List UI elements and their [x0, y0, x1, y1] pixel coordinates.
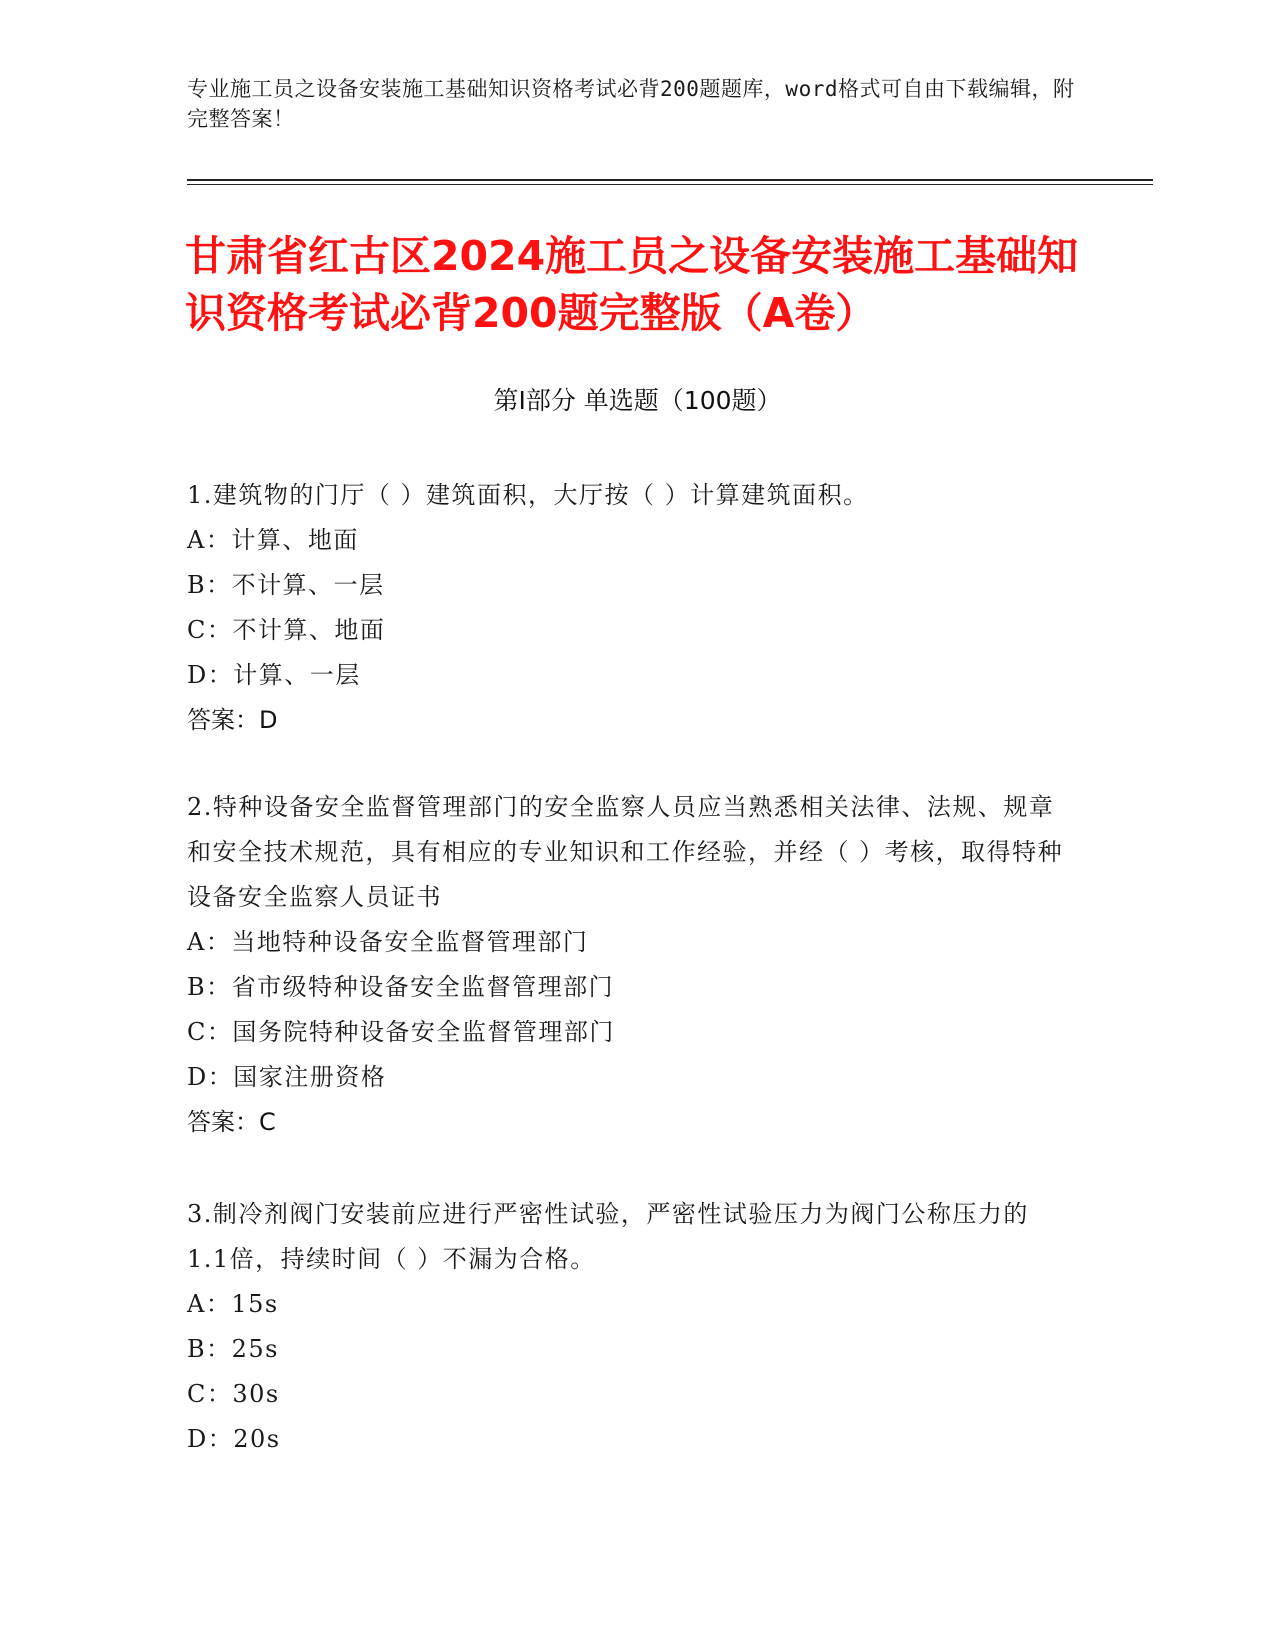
header-divider-thick	[187, 179, 1153, 181]
answer: 答案：D	[187, 706, 278, 734]
question-spacer	[187, 743, 1067, 785]
option-c: C：不计算、地面	[187, 616, 386, 644]
option-c: C：国务院特种设备安全监督管理部门	[187, 1018, 615, 1046]
option-c: C：30s	[187, 1380, 280, 1408]
question-stem: 3.制冷剂阀门安装前应进行严密性试验，严密性试验压力为阀门公称压力的1.1倍，持续时间（ ）不漏为合格。	[187, 1200, 1029, 1273]
option-a: A：计算、地面	[187, 526, 359, 554]
question-list	[187, 473, 1067, 1462]
option-b: B：省市级特种设备安全监督管理部门	[187, 973, 615, 1001]
question-stem: 2.特种设备安全监督管理部门的安全监察人员应当熟悉相关法律、法规、规章和安全技术规范，具有相应的专业知识和工作经验，并经（ ）考核，取得特种设备安全监察人员证书	[187, 793, 1064, 911]
option-d: D：计算、一层	[187, 661, 361, 689]
option-d: D：国家注册资格	[187, 1063, 387, 1091]
question-2	[187, 785, 1067, 1145]
document-title: 甘肃省红古区2024施工员之设备安装施工基础知识资格考试必背200题完整版（A卷）	[185, 232, 1079, 337]
question-stem: 1.建筑物的门厅（ ）建筑面积，大厅按（ ）计算建筑面积。	[187, 481, 869, 509]
option-d: D：20s	[187, 1425, 281, 1453]
option-a: A：15s	[187, 1290, 279, 1318]
question-1	[187, 473, 1067, 743]
header-divider-thin	[187, 184, 1153, 185]
header-note: 专业施工员之设备安装施工基础知识资格考试必背200题题库，word格式可自由下载编辑，附完整答案！	[187, 77, 1075, 131]
question-3	[187, 1192, 1067, 1462]
option-a: A：当地特种设备安全监督管理部门	[187, 928, 589, 956]
answer: 答案：C	[187, 1108, 276, 1136]
section-title: 第Ⅰ部分 单选题（100题）	[493, 386, 782, 415]
option-b: B：不计算、一层	[187, 571, 385, 599]
question-spacer	[187, 1145, 1067, 1192]
option-b: B：25s	[187, 1335, 279, 1363]
